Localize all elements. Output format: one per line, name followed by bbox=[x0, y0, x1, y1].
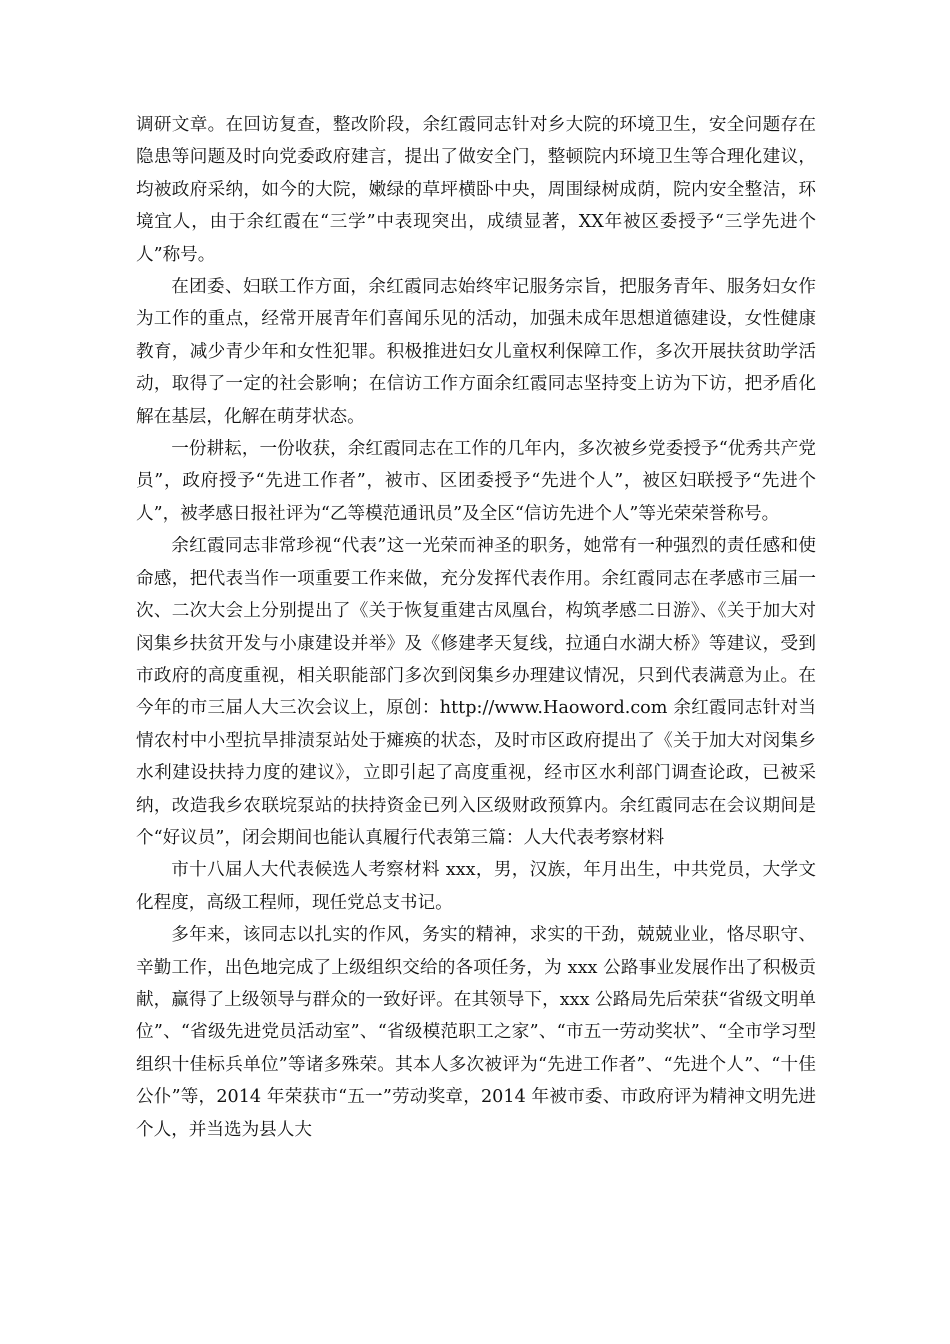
paragraph-3: 一份耕耘，一份收获，余红霞同志在工作的几年内，多次被乡党委授予“优秀共产党员”，政府授予“先进工作者”，被市、区团委授予“先进个人”，被区妇联授予“先进个人”，被孝感日报社评为“乙等模范通讯员”及全区“信访先进个人”等光荣荣誉称号。 bbox=[136, 439, 816, 524]
paragraph-5: 市十八届人大代表候选人考察材料 xxx，男，汉族，年月出生，中共党员，大学文化程度，高级工程师，现任党总支书记。 bbox=[136, 860, 816, 913]
paragraph-1: 调研文章。在回访复查，整改阶段，余红霞同志针对乡大院的环境卫生，安全问题存在隐患等问题及时向党委政府建言，提出了做安全门，整顿院内环境卫生等合理化建议，均被政府采纳，如今的大院，嫩绿的草坪横卧中央，周围绿树成荫，院内安全整洁，环境宜人，由于余红霞在“三学”中表现突出，成绩显著，XX年被区委授予“三学先进个人”称号。 bbox=[136, 115, 816, 265]
document-page bbox=[136, 109, 816, 1146]
paragraph-4: 余红霞同志非常珍视“代表”这一光荣而神圣的职务，她常有一种强烈的责任感和使命感，把代表当作一项重要工作来做，充分发挥代表作用。余红霞同志在孝感市三届一次、二次大会上分别提出了《关于恢复重建古凤凰台，构筑孝感二日游》、《关于加大对闵集乡扶贫开发与小康建设并举》及《修建孝天复线，拉通白水湖大桥》等建议，受到市政府的高度重视，相关职能部门多次到闵集乡办理建议情况，只到代表满意为止。在今年的市三届人大三次会议上，原创：http://www.Haoword.com 余红霞同志针对当情农村中小型抗旱排渍泵站处于瘫痪的状态，及时市区政府提出了《关于加大对闵集乡水利建设扶持力度的建议》，立即引起了高度重视，经市区水利部门调查论政，已被采纳，改造我乡农联垸泵站的扶持资金已列入区级财政预算内。余红霞同志在会议期间是个“好议员”，闭会期间也能认真履行代表第三篇：人大代表考察材料 bbox=[136, 536, 816, 848]
paragraph-6: 多年来，该同志以扎实的作风，务实的精神，求实的干劲，兢兢业业，恪尽职守、辛勤工作，出色地完成了上级组织交给的各项任务，为 xxx 公路事业发展作出了积极贡献，赢得了上级领导与群众的一致好评。在其领导下，xxx 公路局先后荣获“省级文明单位”、“省级先进党员活动室”、“省级模范职工之家”、“市五一劳动奖状”、“全市学习型组织十佳标兵单位”等诸多殊荣。其本人多次被评为“先进工作者”、“先进个人”、“十佳公仆”等，2014 年荣获市“五一”劳动奖章，2014 年被市委、市政府评为精神文明先进个人，并当选为县人大 bbox=[136, 925, 816, 1140]
paragraph-2: 在团委、妇联工作方面，余红霞同志始终牢记服务宗旨，把服务青年、服务妇女作为工作的重点，经常开展青年们喜闻乐见的活动，加强未成年思想道德建设，女性健康教育，减少青少年和女性犯罪。积极推进妇女儿童权利保障工作，多次开展扶贫助学活动，取得了一定的社会影响；在信访工作方面余红霞同志坚持变上访为下访，把矛盾化解在基层，化解在萌芽状态。 bbox=[136, 277, 816, 427]
